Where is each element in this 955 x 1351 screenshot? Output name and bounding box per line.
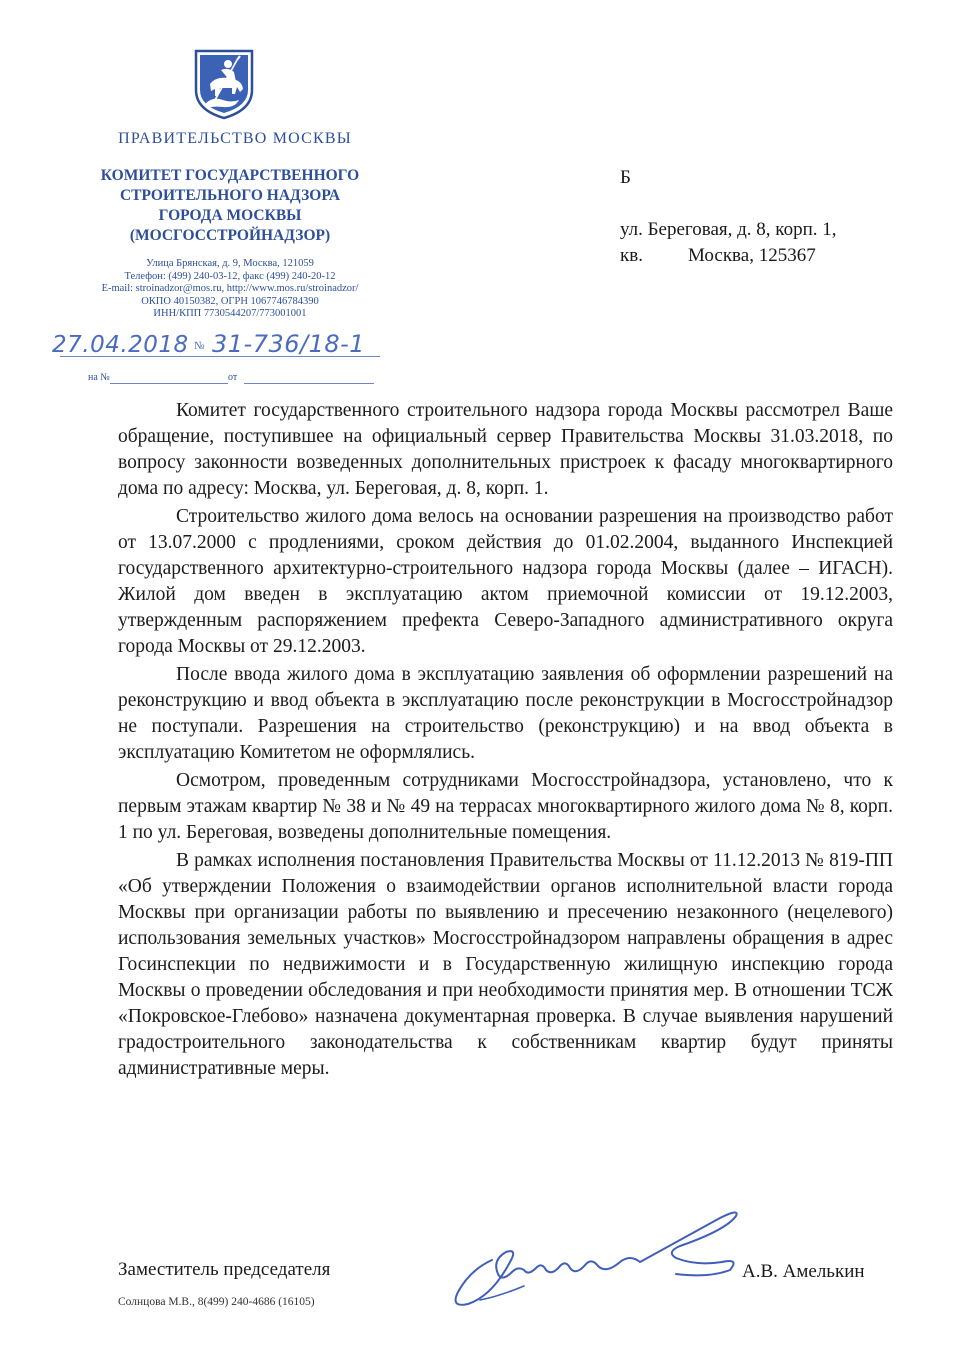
contact-okpo: ОКПО 40150382, ОГРН 1067746784390 (141, 295, 319, 307)
committee-line: ГОРОДА МОСКВЫ (158, 207, 302, 224)
contact-phone: Телефон: (499) 240-03-12, факс (499) 240-20-12 (124, 270, 336, 282)
addressee-city: Москва, 125367 (688, 245, 816, 266)
reference-number-label: на № (88, 372, 110, 383)
moscow-coat-of-arms-icon (193, 48, 255, 120)
committee-line: (МОСГОССТРОЙНАДЗОР) (129, 227, 331, 244)
committee-name (80, 166, 380, 246)
body-paragraph: В рамках исполнения постановления Правительства Москвы от 11.12.2013 № 819-ПП «Об утверждении Положения о взаимодействии органов исполнительной власти города Москвы при организации работы по выявлению и пресечению незаконного (нецелевого) использования земельных участков» Мосгосстройнадзором направлены обращения в адрес Госинспекции по недвижимости и в Государственную жилищную инспекцию города Москвы о проведении обследования и при необходимости принятия мер. В отношении ТСЖ «Покровское-Глебово» назначена документарная проверка. В случае выявления нарушений градостроительного законодательства к собственникам квартир будут приняты административные меры. (118, 850, 893, 1079)
reference-date-label: от (228, 372, 238, 383)
addressee-street: ул. Береговая, д. 8, корп. 1, (620, 219, 837, 240)
registration-date: 27.04.2018 (52, 332, 189, 358)
body-paragraph: Строительство жилого дома велось на основании разрешения на производство работ от 13.07.2000 с продлениями, сроком действия до 01.02.2004, выданного Инспекцией государственного архитектурно-строительного надзора города Москвы (далее – ИГАСН). Жилой дом введен в эксплуатацию актом приемочной комиссии от 19.12.2003, утвержденным распоряжением префекта Северо-Западного административного округа города Москвы от 29.12.2003. (118, 506, 893, 657)
committee-line: СТРОИТЕЛЬНОГО НАДЗОРА (119, 187, 341, 204)
addressee-name: Б (620, 167, 631, 188)
contact-address: Улица Брянская, д. 9, Москва, 121059 (146, 258, 314, 269)
registration-number: 31-736/18-1 (212, 330, 366, 358)
registration-number-label: № (194, 340, 205, 352)
body-paragraph: После ввода жилого дома в эксплуатацию заявления об оформлении разрешений на реконструкцию и ввод объекта в эксплуатацию после реконструкции в Мосгосстройнадзор не поступали. Разрешения на строительство (реконструкцию) и на ввод объекта в эксплуатацию Комитетом не оформлялись. (118, 664, 893, 763)
signatory-position: Заместитель председателя (118, 1259, 331, 1280)
contact-inn: ИНН/КПП 7730544207/773001001 (153, 308, 307, 319)
body-paragraph: Комитет государственного строительного надзора города Москвы рассмотрел Ваше обращение, поступившее на официальный сервер Правительства Москвы 31.03.2018, по вопросу законности возведенных дополнительных пристроек к фасаду многоквартирного дома по адресу: Москва, ул. Береговая, д. 8, корп. 1. (118, 400, 893, 499)
addressee-apartment: кв. (620, 245, 643, 266)
contact-block (70, 258, 390, 321)
body-paragraph: Осмотром, проведенным сотрудниками Мосгосстройнадзора, установлено, что к первым этажам квартир № 38 и № 49 на террасах многоквартирного жилого дома № 8, корп. 1 по ул. Береговая, возведены дополнительные помещения. (118, 770, 893, 843)
reference-line (88, 372, 378, 386)
reference-number-blank (110, 383, 228, 384)
committee-line: КОМИТЕТ ГОСУДАРСТВЕННОГО (100, 167, 360, 184)
signatory-name: А.В. Амелькин (742, 1261, 865, 1282)
contact-email: E-mail: stroinadzor@mos.ru, http://www.mos.ru/stroinadzor/ (101, 283, 359, 294)
handwritten-signature (440, 1200, 760, 1320)
government-name: ПРАВИТЕЛЬСТВО МОСКВЫ (118, 130, 352, 147)
executor-info: Солнцова М.В., 8(499) 240-4686 (16105) (118, 1296, 315, 1308)
reference-date-blank (244, 383, 374, 384)
letter-body (118, 398, 893, 1084)
registration-underline (60, 356, 380, 357)
